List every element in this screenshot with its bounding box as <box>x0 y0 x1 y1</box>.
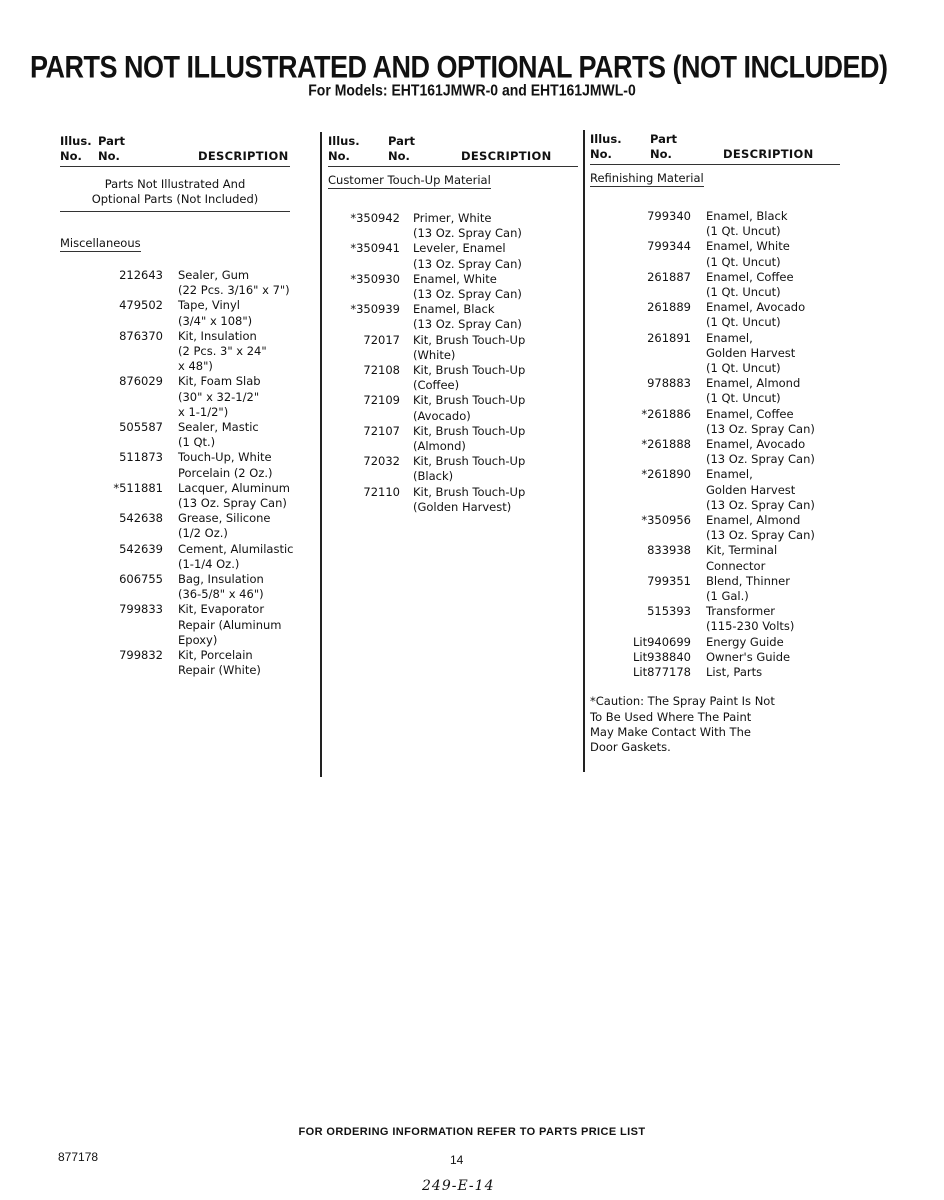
ordering-note: FOR ORDERING INFORMATION REFER TO PARTS PRICE LIST <box>298 1126 646 1138</box>
part-row <box>60 329 290 375</box>
part-number: *350941 <box>350 241 400 256</box>
part-description: Kit, Brush Touch-Up (Black) <box>413 454 526 484</box>
part-number: 978883 <box>647 376 691 391</box>
part-description: Blend, Thinner (1 Gal.) <box>706 573 790 604</box>
part-row <box>590 407 840 437</box>
part-number: 212643 <box>119 268 163 282</box>
part-row <box>60 298 290 328</box>
part-number: 799344 <box>647 239 691 254</box>
part-description: Enamel, Black (13 Oz. Spray Can) <box>413 302 522 332</box>
column-divider <box>583 130 585 772</box>
part-number: 799832 <box>119 648 163 663</box>
part-number: 72017 <box>363 332 400 347</box>
part-description: Enamel, White (1 Qt. Uncut) <box>706 239 790 269</box>
part-description: Enamel, Golden Harvest (1 Qt. Uncut) <box>706 330 796 376</box>
part-description: Leveler, Enamel (13 Oz. Spray Can) <box>413 241 522 271</box>
part-description: List, Parts <box>706 665 763 680</box>
part-number: 72109 <box>363 393 400 408</box>
part-number: 799351 <box>647 573 691 588</box>
part-row <box>590 665 840 680</box>
part-description: Cement, Alumilastic (1-1/4 Oz.) <box>178 541 294 571</box>
part-description: Owner's Guide <box>706 649 791 664</box>
parts-column-customer-touch-up <box>328 130 578 515</box>
part-description: Bag, Insulation (36-5/8" x 46") <box>178 572 264 602</box>
part-row <box>60 511 290 541</box>
part-row <box>328 211 578 241</box>
part-number: *350939 <box>350 302 400 317</box>
section-box: Parts Not Illustrated And Optional Parts (Not Included) <box>60 171 290 212</box>
part-number: 261887 <box>647 269 691 284</box>
header-description: DESCRIPTION <box>461 149 552 163</box>
part-number: 72110 <box>363 484 400 499</box>
part-number: *261890 <box>641 467 691 482</box>
section-label: Miscellaneous <box>60 236 141 250</box>
part-description: Kit, Evaporator Repair (Aluminum Epoxy) <box>178 602 282 647</box>
part-row <box>60 268 290 298</box>
part-description: Enamel, Avocado (1 Qt. Uncut) <box>706 300 806 330</box>
part-row <box>60 374 290 420</box>
part-number: 515393 <box>647 604 691 619</box>
part-description: Enamel, White (13 Oz. Spray Can) <box>413 271 522 302</box>
parts-list <box>60 268 294 678</box>
part-row <box>60 541 294 572</box>
part-number: 261889 <box>647 300 691 315</box>
part-number: 505587 <box>119 420 163 435</box>
page-title: PARTS NOT ILLUSTRATED AND OPTIONAL PARTS (NOT INCLUDED) <box>30 50 888 85</box>
part-number: 72108 <box>363 363 400 378</box>
column-header <box>328 130 578 167</box>
column-header <box>60 130 290 167</box>
part-row <box>590 543 840 573</box>
part-number: 511873 <box>119 450 163 465</box>
part-row <box>590 209 840 239</box>
part-row <box>590 650 840 665</box>
part-description: Sealer, Gum (22 Pcs. 3/16" x 7") <box>178 268 290 298</box>
part-number: Lit938840 <box>632 649 691 664</box>
part-description: Enamel, Almond (13 Oz. Spray Can) <box>706 513 815 543</box>
part-row <box>328 272 578 302</box>
part-description: Tape, Vinyl (3/4" x 108") <box>178 298 253 328</box>
part-number: 606755 <box>119 572 163 587</box>
column-header <box>590 128 840 165</box>
part-row <box>328 363 578 393</box>
part-description: Enamel, Avocado (13 Oz. Spray Can) <box>706 437 815 467</box>
part-number: 799340 <box>647 209 691 223</box>
parts-column-refinishing <box>590 128 840 755</box>
caution-note: *Caution: The Spray Paint Is Not To Be Used Where The Paint May Make Contact With The Door Gaskets. <box>590 694 775 754</box>
part-number: *261886 <box>641 406 691 421</box>
part-description: Sealer, Mastic (1 Qt.) <box>178 420 259 450</box>
header-illus-no: Illus. No. <box>590 132 622 161</box>
part-description: Energy Guide <box>706 634 784 649</box>
part-row <box>590 300 840 330</box>
header-illus-no: Illus. No. <box>328 134 360 163</box>
header-illus-no: Illus. No. <box>60 134 92 163</box>
page-subtitle: For Models: EHT161JMWR-0 and EHT161JMWL-0 <box>308 81 636 99</box>
part-number: *350930 <box>350 271 400 286</box>
section-label: Refinishing Material <box>590 171 704 185</box>
part-number: 72107 <box>363 423 400 438</box>
part-number: 833938 <box>647 543 691 558</box>
part-row <box>590 574 840 604</box>
part-number: Lit877178 <box>632 665 691 680</box>
parts-list <box>328 211 578 515</box>
header-description: DESCRIPTION <box>723 147 814 161</box>
part-description: Enamel, Almond (1 Qt. Uncut) <box>706 376 801 406</box>
part-description: Kit, Brush Touch-Up (Avocado) <box>413 393 526 423</box>
part-description: Enamel, Black (1 Qt. Uncut) <box>706 209 788 239</box>
part-description: Enamel, Golden Harvest (13 Oz. Spray Can) <box>706 467 815 512</box>
part-description: Kit, Porcelain Repair (White) <box>178 648 261 678</box>
part-description: Lacquer, Aluminum (13 Oz. Spray Can) <box>178 480 291 511</box>
part-description: Kit, Foam Slab (30" x 32-1/2" x 1-1/2") <box>178 374 261 419</box>
part-number: *511881 <box>113 480 163 495</box>
part-number: Lit940699 <box>632 634 691 649</box>
part-description: Enamel, Coffee (1 Qt. Uncut) <box>706 269 794 300</box>
part-row <box>590 437 840 467</box>
part-description: Touch-Up, White Porcelain (2 Oz.) <box>178 450 273 480</box>
part-row <box>328 485 578 515</box>
header-description: DESCRIPTION <box>198 149 289 163</box>
section-label: Customer Touch-Up Material <box>328 173 491 187</box>
part-description: Transformer (115-230 Volts) <box>706 604 795 634</box>
header-part-no: Part No. <box>650 132 678 161</box>
part-row <box>590 513 840 543</box>
part-row <box>60 648 290 678</box>
part-row <box>590 467 840 513</box>
part-description: Kit, Brush Touch-Up (Almond) <box>413 423 526 454</box>
part-row <box>60 602 290 648</box>
handwritten-reference: 249-E-14 <box>422 1178 495 1194</box>
part-number: *350956 <box>641 513 691 528</box>
part-number: 542638 <box>119 511 163 526</box>
part-number: *350942 <box>350 211 400 225</box>
header-part-no: Part No. <box>98 134 126 163</box>
header-part-no: Part No. <box>388 134 416 163</box>
part-row <box>328 241 578 271</box>
part-row <box>590 604 840 634</box>
part-description: Kit, Brush Touch-Up (White) <box>413 332 526 362</box>
part-row <box>328 333 578 363</box>
part-row <box>328 393 578 423</box>
part-description: Grease, Silicone (1/2 Oz.) <box>178 511 271 541</box>
part-row <box>328 454 578 484</box>
part-description: Enamel, Coffee (13 Oz. Spray Can) <box>706 406 815 436</box>
part-row <box>60 420 290 450</box>
part-number: 799833 <box>119 602 163 617</box>
parts-list <box>590 209 840 680</box>
document-number: 877178 <box>58 1150 99 1164</box>
part-description: Kit, Brush Touch-Up (Coffee) <box>413 363 526 393</box>
part-description: Primer, White (13 Oz. Spray Can) <box>413 211 522 241</box>
part-description: Kit, Insulation (2 Pcs. 3" x 24" x 48") <box>178 328 267 374</box>
parts-column-miscellaneous <box>60 130 294 678</box>
part-number: 542639 <box>119 541 163 556</box>
part-number: 72032 <box>363 454 400 469</box>
part-description: Kit, Terminal Connector <box>706 543 778 573</box>
part-row <box>590 376 840 406</box>
part-row <box>590 270 840 300</box>
page-number: 14 <box>450 1153 464 1167</box>
column-divider <box>320 132 322 777</box>
part-number: 876370 <box>119 328 163 343</box>
part-row <box>590 239 840 269</box>
part-description: Kit, Brush Touch-Up (Golden Harvest) <box>413 484 526 514</box>
part-row <box>590 635 840 650</box>
part-row <box>590 331 840 377</box>
part-number: 876029 <box>119 374 163 389</box>
part-row <box>60 572 290 602</box>
part-number: *261888 <box>641 437 691 452</box>
part-row <box>60 481 290 511</box>
part-row <box>328 424 578 454</box>
part-number: 479502 <box>119 298 163 313</box>
part-row <box>60 450 290 480</box>
part-number: 261891 <box>647 330 691 345</box>
part-row <box>328 302 578 332</box>
